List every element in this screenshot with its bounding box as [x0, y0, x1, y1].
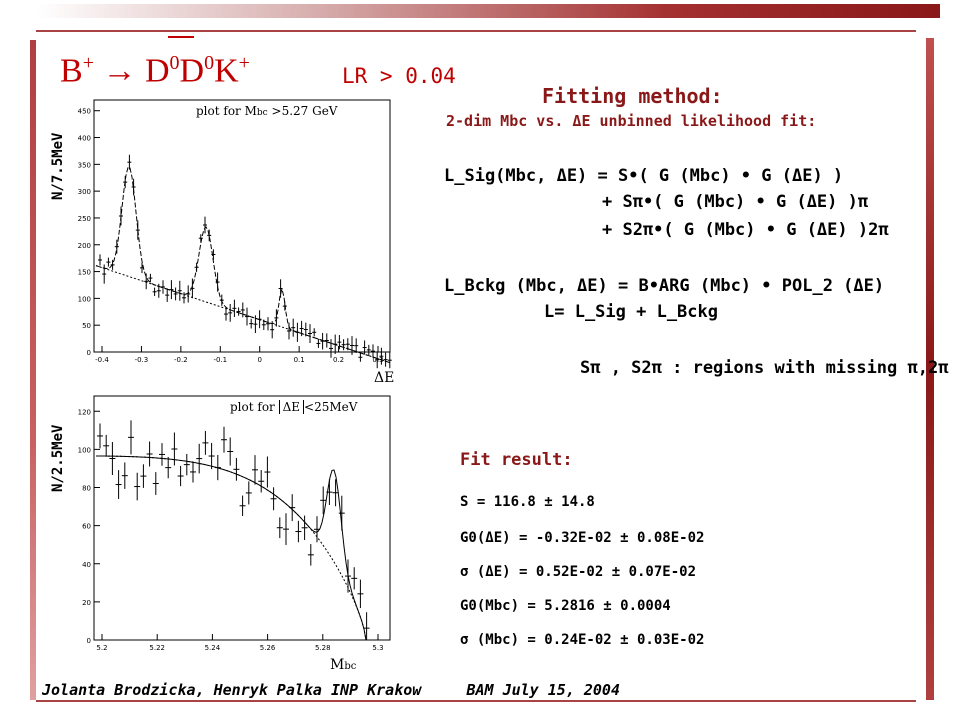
title-d1-sup: 0 [169, 52, 180, 74]
fit-result-row: σ (ΔE) = 0.52E-02 ± 0.07E-02 [460, 564, 697, 580]
top-plot-delta-e [70, 90, 400, 370]
top-note-prefix: plot for M [196, 104, 257, 118]
slide-title [60, 52, 250, 90]
footer-authors: Jolanta Brodzicka, Henryk Palka INP Krakow [42, 681, 422, 699]
top-plot-fit-curve [96, 167, 390, 362]
bottom-xlabel-sub: bc [344, 661, 357, 672]
top-plot-xtick-label: -0.3 [134, 356, 149, 364]
dbar-overline [168, 36, 194, 38]
top-plot-xtick-label: -0.4 [95, 356, 109, 364]
bottom-note-suffix: <25MeV [304, 400, 358, 414]
bottom-plot-xlabel [330, 657, 356, 673]
bottom-plot-ytick-label: 60 [82, 522, 91, 531]
title-k: K [214, 52, 239, 90]
bottom-note-boxed: ΔE [279, 400, 304, 414]
top-plot-xtick-label: 0 [257, 356, 262, 364]
fit-result-row: G0(Mbc) = 5.2816 ± 0.0004 [460, 598, 671, 614]
top-plot-ytick-label: 0 [86, 349, 91, 357]
lbckg-line: L_Bckg (Mbc, ΔE) = B•ARG (Mbc) • POL_2 (ΔE) [444, 276, 885, 296]
title-d2-sup: 0 [204, 52, 215, 74]
top-plot-ytick-label: 450 [77, 107, 91, 116]
bottom-plot-mbc [70, 386, 400, 658]
top-plot-xtick-label: -0.1 [213, 356, 228, 364]
bottom-plot-ytick-label: 120 [77, 408, 91, 417]
fit-result-row: G0(ΔE) = -0.32E-02 ± 0.08E-02 [460, 530, 705, 546]
title-d2: D [179, 52, 205, 90]
lr-cut-label: LR > 0.04 [342, 64, 456, 88]
footer-event: BAM July 15, 2004 [466, 681, 620, 699]
ltotal-line: L= L_Sig + L_Bckg [544, 302, 718, 322]
bottom-plot-ytick-label: 0 [86, 637, 91, 645]
title-b-charge: + [82, 52, 94, 74]
lsig-line-1: L_Sig(Mbc, ΔE) = S•( G (Mbc) • G (ΔE) ) [444, 166, 844, 186]
top-note-suffix: >5.27 GeV [267, 104, 338, 118]
bottom-plot-xtick-label: 5.2 [96, 644, 108, 652]
top-plot-xlabel: ΔE [374, 370, 395, 386]
top-plot-xtick-label: -0.2 [174, 356, 188, 364]
bottom-plot-ylabel: N/2.5MeV [50, 424, 66, 492]
bottom-plot-ytick-label: 40 [82, 560, 91, 569]
bottom-plot-frame [94, 396, 390, 640]
top-plot-xtick-label: 0.3 [372, 356, 384, 364]
lsig-line-3: + S2π•( G (Mbc) • G (ΔE) )2π [602, 220, 889, 240]
bottom-plot-ytick-label: 100 [77, 446, 91, 455]
top-plot-ytick-label: 300 [77, 188, 91, 197]
lsig-line-2: + Sπ•( G (Mbc) • G (ΔE) )π [602, 192, 869, 212]
top-plot-xtick-label: 0.1 [293, 356, 305, 364]
top-plot-ylabel: N/7.5MeV [50, 132, 66, 200]
fit-result-row: S = 116.8 ± 14.8 [460, 494, 595, 510]
top-plot-ytick-label: 250 [77, 214, 91, 223]
bottom-rule [36, 700, 916, 702]
title-decoration-bar [36, 4, 940, 18]
fitting-method-title: Fitting method: [542, 84, 723, 108]
title-arrow: → [102, 52, 137, 90]
bottom-plot-xtick-label: 5.28 [315, 644, 331, 652]
top-plot-ytick-label: 150 [77, 268, 91, 277]
regions-line: Sπ , S2π : regions with missing π,2π [580, 358, 949, 378]
bottom-plot-xtick-label: 5.24 [204, 644, 221, 652]
bottom-plot-xtick-label: 5.3 [372, 644, 384, 652]
top-plot-xtick-label: 0.2 [333, 356, 345, 364]
left-decoration-bar [30, 40, 36, 700]
title-d1: D [144, 52, 170, 90]
top-plot-ytick-label: 350 [77, 161, 91, 170]
top-note-sub: bc [256, 108, 268, 118]
footer [42, 681, 620, 699]
top-rule [36, 30, 916, 32]
top-plot-ytick-label: 50 [82, 322, 91, 331]
fit-result-title: Fit result: [460, 450, 573, 470]
top-plot-ytick-label: 200 [77, 241, 91, 250]
fitting-method-subtitle: 2-dim Mbc vs. ΔE unbinned likelihood fit: [446, 112, 817, 130]
bottom-plot-ytick-label: 20 [82, 598, 91, 607]
bottom-xlabel-main: M [330, 657, 345, 673]
bottom-plot-ytick-label: 80 [82, 484, 91, 493]
top-plot-ytick-label: 400 [77, 134, 91, 143]
top-plot-ytick-label: 100 [77, 295, 91, 304]
title-b: B [60, 52, 83, 90]
title-k-sup: + [238, 52, 250, 74]
fit-result-row: σ (Mbc) = 0.24E-02 ± 0.03E-02 [460, 632, 705, 648]
bottom-plot-xtick-label: 5.22 [149, 644, 165, 652]
bottom-note-prefix: plot for [230, 400, 279, 414]
bottom-plot-xtick-label: 5.26 [259, 644, 276, 652]
